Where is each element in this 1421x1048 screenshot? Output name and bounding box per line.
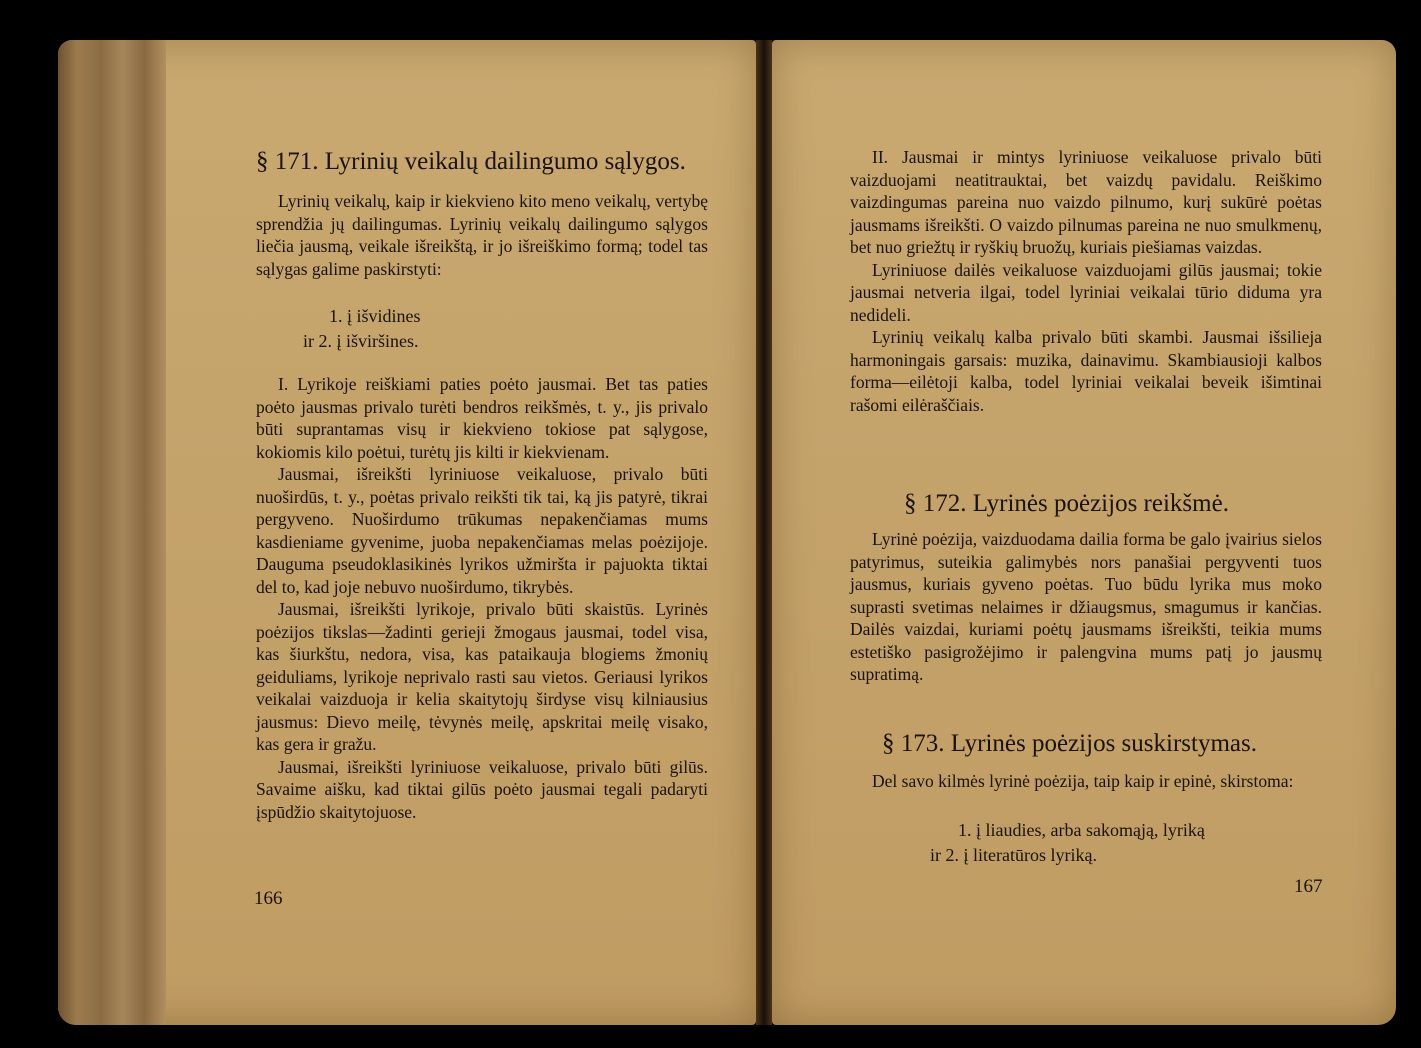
paragraph: Lyrinių veikalų kalba privalo būti skambi. Jausmai išsilieja harmoningais garsais: muzika, dainavimu. Skambiausioji kalbos forma—eilėtoji kalba, todel lyriniai veikalai beveik išimtinai rašomi eilėraščiais. xyxy=(850,327,1322,415)
list-item: 1. į išvidines xyxy=(329,306,421,326)
page-number-left: 166 xyxy=(254,888,283,909)
heading-172: § 172. Lyrinės poėzijos reikšmė. xyxy=(904,490,1229,517)
list-item: ir 2. į literatūros lyriką. xyxy=(930,845,1097,865)
paragraph: I. Lyrikoje reiškiami paties poėto jausmai. Bet tas paties poėto jausmas privalo turėti bendros reikšmės, t. y., jis privalo būti suprantamas visų ir kiekvieno tokiose pat sąlygose, kokiomis kilo poėtui, turėtų jis kilti ir kiekvienam. xyxy=(256,374,708,462)
body-172 xyxy=(850,528,1322,686)
left-page xyxy=(58,40,756,1025)
list-item: 1. į liaudies, arba sakomąją, lyriką xyxy=(958,820,1205,840)
heading-171: § 171. Lyrinių veikalų dailingumo sąlygos. xyxy=(256,148,686,175)
page-edge xyxy=(58,40,166,1025)
paragraph: Lyrinė poėzija, vaizduodama dailia forma be galo įvairius sielos patyrimus, suteikia galimybės nors panašiai pergyventi tuos jausmus, kuriais gyveno poėtas. Tuo būdu lyrika mus moko suprasti svetimas nelaimes ir džiaugsmus, smagumus ir kančias. Dailės vaizdai, kuriami poėtų jausmams išreikšti, teikia mums estetiško pasigrožėjimo ir palengvina mums patį jo jausmų supratimą. xyxy=(850,529,1322,684)
list-173 xyxy=(930,818,1205,868)
list-171 xyxy=(303,304,421,354)
paragraph: Lyriniuose dailės veikaluose vaizduojami gilūs jausmai; tokie jausmai netveria ilgai, todel lyriniai veikalai tūrio diduma yra nedideli. xyxy=(850,259,1322,325)
left-body xyxy=(256,373,708,823)
heading-173: § 173. Lyrinės poėzijos suskirstymas. xyxy=(882,730,1257,757)
right-page xyxy=(772,40,1396,1025)
page-number-right: 167 xyxy=(1294,876,1323,897)
body-173 xyxy=(850,770,1322,793)
paragraph: Jausmai, išreikšti lyriniuose veikaluose, privalo būti gilūs. Savaime aišku, kad tiktai gilūs poėto jausmai tegali padaryti įspūdžio skaitytojuose. xyxy=(256,756,708,822)
paragraph: Lyrinių veikalų, kaip ir kiekvieno kito meno veikalų, vertybę sprendžia jų dailingumas. Lyrinių veikalų dailingumo sąlygos liečia jausmą, veikale išreikštą, ir jo išreiškimo formą; todel tas sąlygas galime paskirstyti: xyxy=(256,191,708,279)
paragraph: II. Jausmai ir mintys lyriniuose veikaluose privalo būti vaizduojami neatitrauktai, bet vaizdų pavidalu. Reiškimo vaizdingumas pareina nuo vaizdo pilnumo, kurį sukūrė poėtas jausmams išreikšti. O vaizdo pilnumas pareina ne nuo smulkmenų, bet nuo griežtų ir ryškių bruožų, kuriais piešiamas vaizdas. xyxy=(850,147,1322,257)
right-top-body xyxy=(850,146,1322,416)
intro-paragraph xyxy=(256,190,708,280)
open-book xyxy=(58,40,1396,1025)
paragraph: Del savo kilmės lyrinė poėzija, taip kaip ir epinė, skirstoma: xyxy=(872,771,1294,791)
paragraph: Jausmai, išreikšti lyrikoje, privalo būti skaistūs. Lyrinės poėzijos tikslas—žadinti gerieji žmogaus jausmai, todel visa, kas šiurkštu, nedora, visa, kas pataikauja blogiems žmonių geiduliams, lyrikoje neprivalo rasti sau vietos. Geriausi lyrikos veikalai vaizduoja ir kelia skaitytojų širdyse visų kilniausius jausmus: Dievo meilę, tėvynės meilę, apskritai meilę visako, kas gera ir gražu. xyxy=(256,599,708,754)
list-item: ir 2. į išviršines. xyxy=(303,331,419,351)
gutter xyxy=(756,40,772,1025)
paragraph: Jausmai, išreikšti lyriniuose veikaluose, privalo būti nuoširdūs, t. y., poėtas privalo reikšti tik tai, ką jis patyrė, tikrai pergyveno. Nuoširdumo trūkumas nepakenčiamas mums kasdieniame gyvenime, juoba nepakenčiamas melas poėzijoje. Dauguma pseudoklasikinės lyrikos užmiršta ir pajuokta tiktai del to, kad joje nebuvo nuoširdumo, tikrybės. xyxy=(256,464,708,597)
